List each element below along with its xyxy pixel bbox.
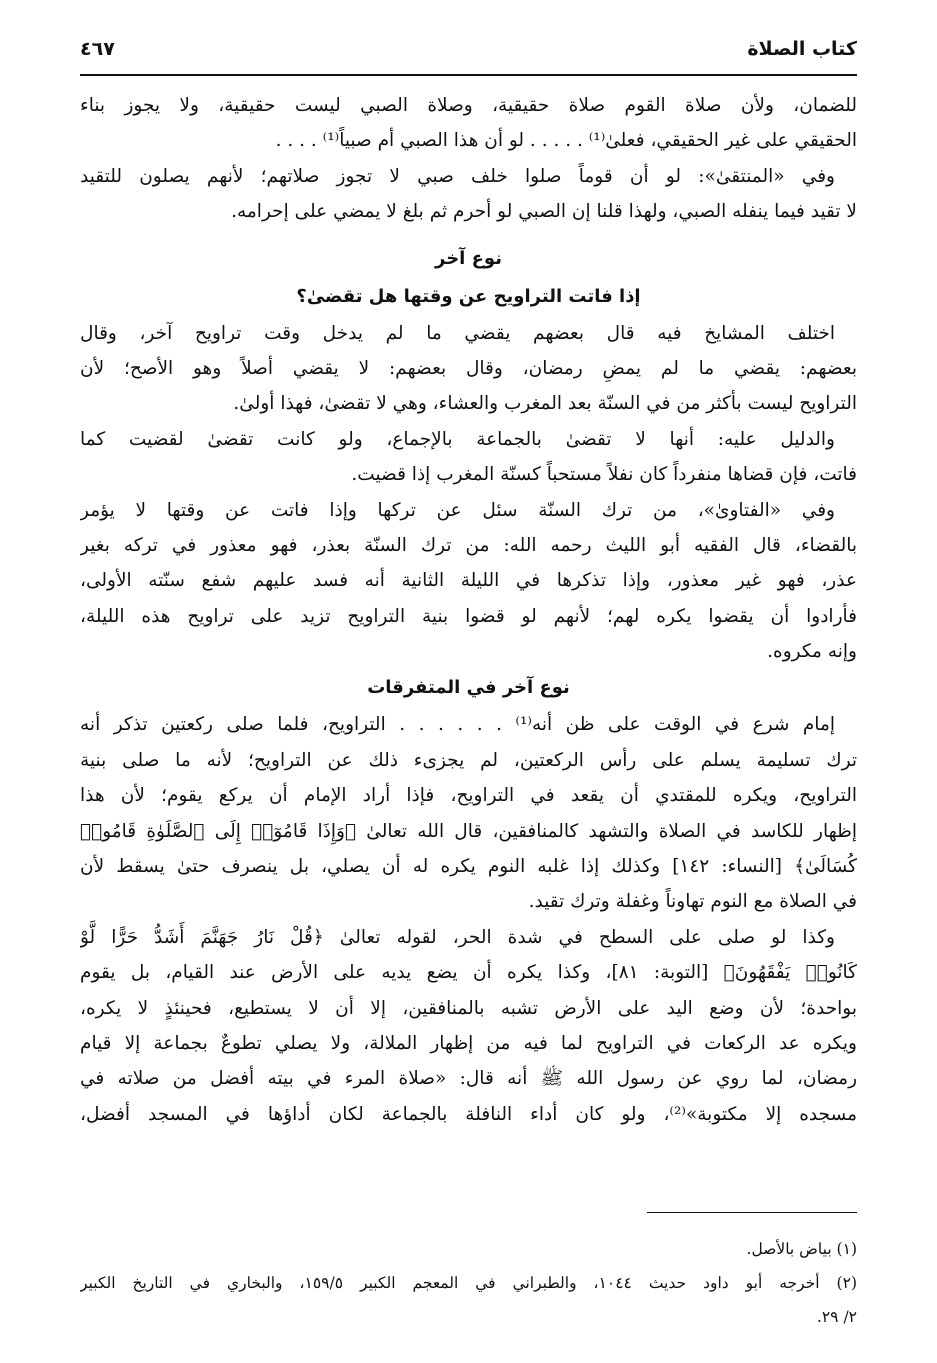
- footnotes: [80, 1232, 857, 1334]
- text-line: وفي «الفتاوىٰ»، من ترك السنّة سئل عن تركها وإذا فاتت عن وقتها لا يؤمر: [80, 499, 835, 521]
- section-subheading: إذا فاتت التراويح عن وقتها هل تقضىٰ؟: [296, 285, 641, 307]
- footnote: ٢/ ٢٩.: [816, 1308, 857, 1326]
- text-line: والدليل عليه: أنها لا تقضىٰ بالجماعة بالإجماع، ولو كانت تقضىٰ لقضيت كما: [80, 428, 835, 450]
- text-line: وكذا لو صلى على السطح في شدة الحر، لقوله تعالىٰ ﴿قُلْ نَارُ جَهَنَّمَ أَشَدُّ حَرًّا لَّوْ: [80, 926, 835, 948]
- text-line: عذر، فهو غير معذور، وإذا تذكرها في الليلة الثانية أنه فسد عليهم شفع سنّته الأولى،: [80, 570, 857, 592]
- text-line: لا تقيد فيما ينفله الصبي، ولهذا قلنا إن الصبي لو أحرم ثم بلغ لا يمضي على إحرامه.: [231, 201, 857, 223]
- text-line: فأرادوا أن يقضوا يكره لهم؛ لأنهم لو قضوا بنية التراويح تزيد على تراويح هذه الليلة،: [80, 605, 857, 627]
- text-line: بالقضاء، قال الفقيه أبو الليث رحمه الله: من ترك السنّة بعذر، فهو معذور في تركه بغير: [80, 534, 857, 556]
- running-title: كتاب الصلاة: [747, 38, 857, 60]
- text-line: إمام شرع في الوقت على ظن أنه⁽¹⁾ . . . . . . التراويح، فلما صلى ركعتين تذكر أنه: [80, 714, 835, 736]
- text-line: فاتت، فإن قضاها منفرداً كان نفلاً مستحباً كسنّة المغرب إذا قضيت.: [351, 464, 857, 486]
- text-line: بعضهم: يقضي ما لم يمضِ رمضان، وقال بعضهم: لا يقضي أصلاً وهو الأصح؛ لأن: [80, 357, 857, 379]
- footnote: (١) بياض بالأصل.: [746, 1240, 857, 1258]
- footnote-separator: [647, 1212, 857, 1213]
- main-text: [80, 88, 857, 1132]
- text-line: التراويح ليست بأكثر من في السنّة بعد المغرب والعشاء، وهي لا تقضىٰ، فهذا أولىٰ.: [233, 393, 857, 415]
- footnote: (٢) أخرجه أبو داود حديث ١٠٤٤، والطبراني في المعجم الكبير ١٥٩/٥، والبخاري في التاريخ الكبير: [80, 1274, 857, 1292]
- text-line: الحقيقي على غير الحقيقي، فعلىٰ⁽¹⁾ . . . . . لو أن هذا الصبي أم صبياً⁽¹⁾ . . . .: [275, 130, 857, 152]
- section-heading: نوع آخر: [435, 247, 502, 269]
- text-line: مسجده إلا مكتوبة»⁽²⁾، ولو كان أداء النافلة بالجماعة لكان أداؤها في المسجد أفضل،: [80, 1103, 857, 1125]
- text-line: ويكره عد الركعات في التراويح لما فيه من إظهار الملالة، ولا يصلي تطوعٌ بجماعة إلا قيام: [80, 1032, 857, 1054]
- text-line: وإنه مكروه.: [767, 641, 857, 663]
- text-line: ترك تسليمة يسلم على رأس الركعتين، لم يجزىء ذلك عن التراويح؛ لأنه ما صلى بنية: [80, 749, 857, 771]
- text-line: وفي «المنتقىٰ»: لو أن قوماً صلوا خلف صبي لا تجوز صلاتهم؛ لأنهم يصلون للتقيد: [80, 165, 835, 187]
- text-line: للضمان، ولأن صلاة القوم صلاة حقيقية، وصلاة الصبي ليست حقيقية، ولا يجوز بناء: [80, 95, 857, 116]
- text-line: اختلف المشايخ فيه قال بعضهم يقضي ما لم يدخل وقت تراويح آخر، وقال: [80, 322, 835, 344]
- page-header: [80, 38, 857, 70]
- text-line: كَانُوا۟ يَفْقَهُونَ﴾ [التوبة: ٨١]، وكذا يكره أن يضع يديه على الأرض عند القيام، بل يقوم: [80, 962, 857, 984]
- page-number: ٤٦٧: [80, 38, 115, 60]
- text-line: إظهار للكاسد في الصلاة والتشهد كالمنافقين، قال الله تعالىٰ ﴿وَإِذَا قَامُوٓا۟ إِلَى ٱلصَّلَوٰةِ قَامُوا۟: [80, 820, 857, 842]
- header-rule: [80, 74, 857, 76]
- text-line: رمضان، لما روي عن رسول الله ﷺ أنه قال: «صلاة المرء في بيته أفضل من صلاته في: [80, 1068, 857, 1090]
- text-line: كُسَالَىٰ﴾ [النساء: ١٤٢] وكذلك إذا غلبه النوم يكره له أن يصلي، بل ينصرف حتىٰ يسقط لأن: [80, 856, 857, 878]
- section-heading: نوع آخر في المتفرقات: [367, 677, 570, 699]
- text-line: بواحدة؛ لأن وضع اليد على الأرض تشبه بالمنافقين، إلا أن لا يستطيع، فحينئذٍ لا يكره،: [80, 997, 857, 1019]
- text-line: في الصلاة مع النوم تهاوناً وغفلة وترك تقيد.: [528, 891, 857, 913]
- text-line: التراويح، ويكره للمقتدي أن يقعد في التراويح، فإذا أراد الإمام أن يركع يقوم؛ لأن هذا: [80, 785, 857, 807]
